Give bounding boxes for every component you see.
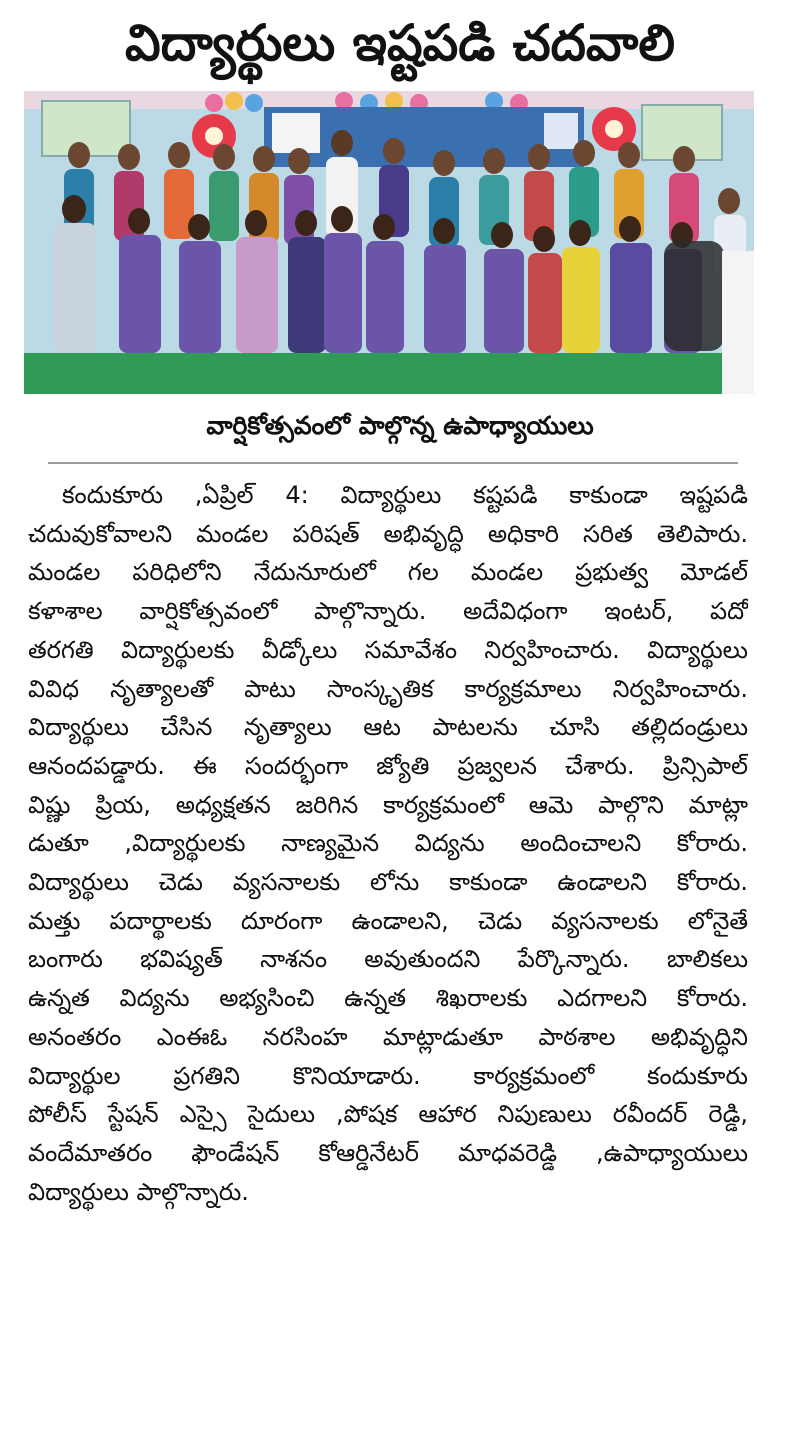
caption-divider — [48, 462, 738, 464]
article-body — [28, 476, 748, 1211]
headline: విద్యార్థులు ఇష్టపడి చదవాలి — [125, 14, 675, 72]
body-line: విద్యార్థులు చేసిన నృత్యాలు ఆట పాటలను చూసి తల్లిదండ్రులు — [28, 713, 748, 742]
body-line: విష్ణు ప్రియ, అధ్యక్షతన జరిగిన కార్యక్రమంలో ఆమె పాల్గొని మాట్లా — [28, 790, 748, 819]
photo-caption: వార్షికోత్సవంలో పాల్గొన్న ఉపాధ్యాయులు — [206, 411, 594, 440]
body-line: కళాశాల వార్షికోత్సవంలో పాల్గొన్నారు. అదేవిధంగా ఇంటర్, పదో — [28, 597, 748, 626]
body-line: తరగతి విద్యార్థులకు వీడ్కోలు సమావేశం నిర్వహించారు. విద్యార్థులు — [28, 635, 748, 664]
body-line: ఉన్నత విద్యను అభ్యసించి ఉన్నత శిఖరాలకు ఎదగాలని కోరారు. — [28, 984, 748, 1013]
body-line: చదువుకోవాలని మండల పరిషత్ అభివృద్ధి అధికారి సరిత తెలిపారు. — [28, 519, 748, 548]
body-line: విద్యార్థుల ప్రగతిని కొనియాడారు. కార్యక్రమంలో కందుకూరు — [28, 1061, 748, 1090]
body-line: మత్తు పదార్థాలకు దూరంగా ఉండాలని, చెడు వ్యసనాలకు లోనైతే — [28, 906, 748, 935]
event-photo — [24, 91, 754, 394]
body-line: విద్యార్థులు పాల్గొన్నారు. — [28, 1177, 249, 1206]
body-line: వందేమాతరం ఫౌండేషన్ కోఆర్డినేటర్ మాధవరెడ్డి ,ఉపాధ్యాయులు — [28, 1138, 748, 1167]
body-line: వివిధ నృత్యాలతో పాటు సాంస్కృతిక కార్యక్రమాలు నిర్వహించారు. — [28, 674, 748, 703]
speaker-object — [664, 241, 724, 351]
event-photo-illustration — [24, 91, 754, 394]
body-line: అనంతరం ఎంఈఓ నరసింహ మాట్లాడుతూ పాఠశాల అభివృద్ధిని — [28, 1022, 748, 1051]
body-line: పోలీస్ స్టేషన్ ఎస్సై సైదులు ,పోషక ఆహార నిపుణులు రవీందర్ రెడ్డి, — [28, 1100, 748, 1129]
body-line: ఆనందపడ్డారు. ఈ సందర్భంగా జ్యోతి ప్రజ్వలన చేశారు. ప్రిన్సిపాల్ — [28, 751, 748, 780]
stage-floor — [24, 353, 754, 394]
body-line: డుతూ ,విద్యార్థులకు నాణ్యమైన విద్యను అందించాలని కోరారు. — [28, 829, 748, 858]
body-line: మండల పరిధిలోని నేదునూరులో గల మండల ప్రభుత్వ మోడల్ — [28, 558, 748, 587]
body-line: విద్యార్థులు చెడు వ్యసనాలకు లోను కాకుండా ఉండాలని కోరారు. — [28, 868, 748, 897]
body-line: కందుకూరు ,ఏప్రిల్ 4: విద్యార్థులు కష్టపడి కాకుండా ఇష్టపడి — [62, 481, 748, 509]
body-line: బంగారు భవిష్యత్ నాశనం అవుతుందని పేర్కొన్నారు. బాలికలు — [28, 945, 748, 974]
